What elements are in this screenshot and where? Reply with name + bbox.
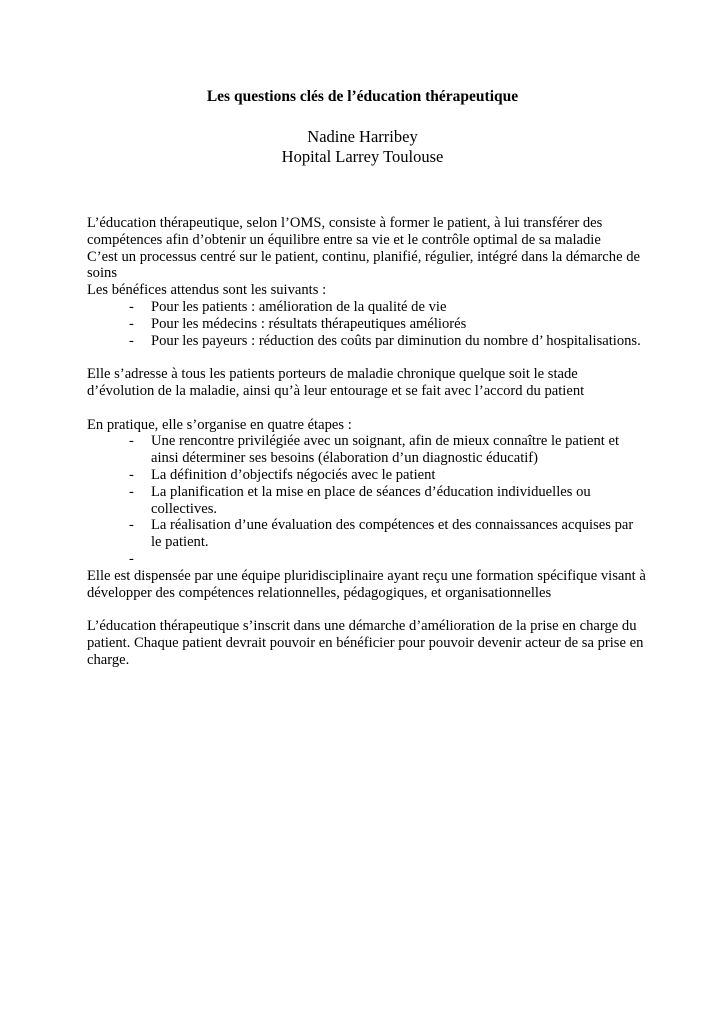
paragraph-gap [87, 400, 647, 417]
document-body [87, 215, 647, 669]
list-item-text: Une rencontre privilégiée avec un soignant, afin de mieux connaître le patient et ainsi déterminer ses besoins (élaboration d’un diagnostic éducatif) [151, 433, 620, 467]
list-item [87, 517, 647, 551]
dash-marker: - [129, 466, 134, 483]
list-item [87, 433, 647, 467]
dash-marker: - [129, 550, 134, 567]
author-name: Nadine Harribey [307, 127, 418, 146]
list-item-text: La réalisation d’une évaluation des compétences et des connaissances acquises par le patient. [151, 517, 634, 551]
intro-paragraph: C’est un processus centré sur le patient, continu, planifié, régulier, intégré dans la démarche de soins [87, 248, 640, 282]
benefits-list [87, 299, 647, 349]
steps-list [87, 433, 647, 567]
paragraph-gap [87, 601, 647, 618]
dash-marker: - [129, 332, 134, 349]
dash-marker: - [129, 483, 134, 500]
dash-marker: - [129, 433, 134, 450]
document-title: Les questions clés de l’éducation thérapeutique [206, 88, 519, 105]
benefits-heading: Les bénéfices attendus sont les suivants : [87, 282, 327, 299]
list-item [87, 299, 647, 316]
dash-marker: - [129, 298, 134, 315]
author-affiliation: Hopital Larrey Toulouse [281, 147, 444, 166]
list-item-text: Pour les payeurs : réduction des coûts par diminution du nombre d’ hospitalisations. [151, 332, 641, 349]
list-item [87, 316, 647, 333]
list-item [87, 467, 647, 484]
paragraph-gap [87, 349, 647, 366]
list-item-text: Pour les patients : amélioration de la qualité de vie [151, 298, 447, 315]
team-paragraph: Elle est dispensée par une équipe pluridisciplinaire ayant reçu une formation spécifique visant à développer des compétences relationnelles, pédagogiques, et organisationnelles [87, 567, 646, 601]
dash-marker: - [129, 517, 134, 534]
list-item-text: La planification et la mise en place de séances d’éducation individuelles ou collectives. [151, 483, 591, 517]
steps-heading: En pratique, elle s’organise en quatre étapes : [87, 416, 352, 433]
list-item [87, 484, 647, 518]
intro-paragraph: L’éducation thérapeutique, selon l’OMS, consiste à former le patient, à lui transférer des compétences afin d’obtenir un équilibre entre sa vie et le contrôle optimal de sa maladie [87, 215, 603, 248]
list-item [87, 333, 647, 350]
conclusion-paragraph: L’éducation thérapeutique s’inscrit dans une démarche d’amélioration de la prise en charge du patient. Chaque patient devrait pouvoir en bénéficier pour pouvoir devenir acteur de sa prise en charge. [87, 618, 644, 668]
list-item-text: La définition d’objectifs négociés avec le patient [151, 466, 436, 483]
dash-marker: - [129, 315, 134, 332]
list-item [87, 551, 647, 568]
audience-paragraph: Elle s’adresse à tous les patients porteurs de maladie chronique quelque soit le stade d’évolution de la maladie, ainsi qu’à leur entourage et se fait avec l’accord du patient [87, 366, 585, 399]
list-item-text: Pour les médecins : résultats thérapeutiques améliorés [151, 315, 467, 332]
